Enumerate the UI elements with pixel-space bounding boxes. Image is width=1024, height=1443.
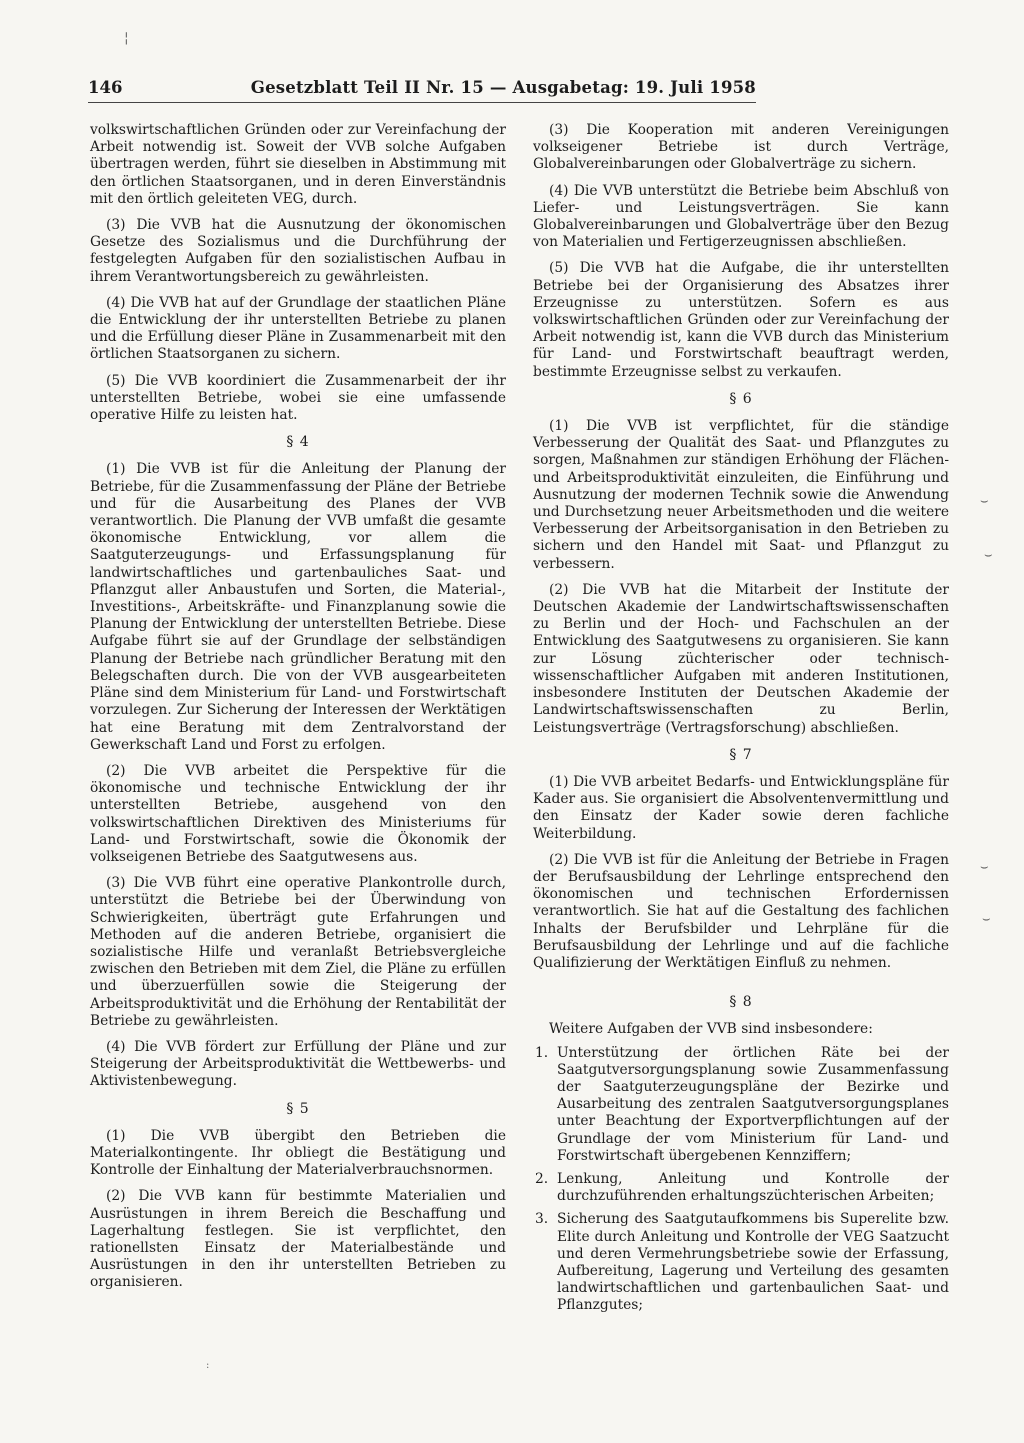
list-item-number: 2. <box>535 1170 549 1187</box>
paragraph-4-3: (3) Die VVB führt eine operative Plankontrolle durch, unterstützt die Betriebe bei der Überwindung von Schwierigkeiten, überträgt gute Erfahrungen und Methoden auf die anderen Betriebe, organisiert die sozialistische Hilfe und veranlaßt Betriebsvergleiche zwischen den Betrieben mit dem Ziel, die Pläne zu erfüllen und überzuerfüllen sowie die Steigerung der Arbeitsproduktivität und die Erhöhung der Rentabilität der Betriebe zu gewährleisten. <box>90 875 506 1029</box>
margin-mark-1: ⌣ <box>980 494 989 509</box>
paragraph-4-2: (2) Die VVB arbeitet die Perspektive für die ökonomische und technische Entwicklung der ihr unterstellten Betriebe, ausgehend von den volkswirtschaftlichen Direktiven des Ministeriums für Land- und Forstwirtschaft, sowie die Ökonomik der volkseigenen Betriebe des Saatgutwesens aus. <box>90 762 506 865</box>
list-item-text: Unterstützung der örtlichen Räte bei der Saatgutversorgungsplanung sowie Zusammenfassung der Saatguterzeugungspläne der Bezirke und Ausarbeitung des zentralen Saatgutversorgungsplanes unter Beachtung der Exportverpflichtungen auf der Grundlage der vom Ministerium für Land- und Forstwirtschaft übergebenen Kennziffern; <box>557 1044 949 1164</box>
margin-mark-3: ⌣ <box>980 860 989 875</box>
section-heading-8: § 8 <box>729 994 753 1011</box>
page-header <box>88 76 756 103</box>
paragraph-5-4: (4) Die VVB unterstützt die Betriebe beim Abschluß von Liefer- und Leistungsverträgen. Sie kann Globalvereinbarungen und Globalverträge über den Bezug von Materialien und Fertigerzeugnissen abschließen. <box>533 182 949 251</box>
list-item <box>533 1211 949 1314</box>
right-column <box>533 122 949 1321</box>
page-number: 146 <box>88 78 123 97</box>
left-column <box>90 122 506 1301</box>
paragraph-3-3: (3) Die VVB hat die Ausnutzung der ökonomischen Gesetze des Sozialismus und die Durchführung der festgelegten Aufgaben für den sozialistischen Aufbau in ihrem Verantwortungsbereich zu gewährleisten. <box>90 217 506 285</box>
paragraph-3-5: (5) Die VVB koordiniert die Zusammenarbeit der ihr unterstellten Betriebe, wobei sie eine umfassende operative Hilfe zu leisten hat. <box>90 372 506 424</box>
paragraph-7-1: (1) Die VVB arbeitet Bedarfs- und Entwicklungspläne für Kader aus. Sie organisiert die Absolventenvermittlung und den Einsatz der Kader sowie deren fachliche Weiterbildung. <box>533 773 949 842</box>
paragraph-continued: volkswirtschaftlichen Gründen oder zur Vereinfachung der Arbeit notwendig ist. Soweit der VVB solche Aufgaben übertragen werden, führt sie dieselben in Abstimmung mit den örtlichen Staatsorganen, und in deren Einverständnis mit den örtlich geleiteten VEG, durch. <box>90 122 506 207</box>
list-item <box>533 1171 949 1205</box>
paragraph-5-3: (3) Die Kooperation mit anderen Vereinigungen volkseigener Betriebe ist durch Verträge, Globalvereinbarungen oder Globalverträge zu sichern. <box>533 122 949 173</box>
paragraph-5-1: (1) Die VVB übergibt den Betrieben die Materialkontingente. Ihr obliegt die Bestätigung und Kontrolle der Einhaltung der Materialverbrauchsnormen. <box>90 1127 506 1179</box>
paragraph-7-2: (2) Die VVB ist für die Anleitung der Betriebe in Fragen der Berufsausbildung der Lehrlinge entsprechend den ökonomischen und technischen Erfordernissen verantwortlich. Sie hat auf die Gestaltung des fachlichen Inhalts der Berufsbilder und Lehrpläne für die Berufsausbildung der Lehrlinge und auf die fachliche Qualifizierung der Werktätigen Einfluß zu nehmen. <box>533 851 949 971</box>
list-item-text: Sicherung des Saatgutaufkommens bis Superelite bzw. Elite durch Anleitung und Kontrolle der VEG Saatzucht und deren Vermehrungsbetriebe sowie der Erfassung, Aufbereitung, Lagerung und Verteilung des gesamten landwirtschaftlichen und gartenbaulichen Saat- und Pflanzgutes; <box>557 1211 949 1314</box>
list-item <box>533 1045 949 1165</box>
section-heading-4: § 4 <box>286 434 310 451</box>
paragraph-5-2: (2) Die VVB kann für bestimmte Materialien und Ausrüstungen in ihrem Bereich die Beschaffung und Lagerhaltung festlegen. Sie ist verpflichtet, den rationellsten Einsatz der Materialbestände und Ausrüstungen in den ihr unterstellten Betrieben zu organisieren. <box>90 1188 506 1291</box>
paragraph-6-2: (2) Die VVB hat die Mitarbeit der Institute der Deutschen Akademie der Landwirtschaftswissenschaften zu Berlin und der Hoch- und Fachschulen an der Entwicklung des Saatgutwesens zu organisieren. Sie kann zur Lösung züchterischer oder technisch-wissenschaftlicher Aufgaben mit anderen Institutionen, insbesondere Instituten der Deutschen Akademie der Landwirtschaftswissenschaften zu Berlin, Leistungsverträge (Vertragsforschung) abschließen. <box>533 581 949 736</box>
scan-mark-bottom: : <box>206 1360 210 1371</box>
list-item-text: Lenkung, Anleitung und Kontrolle der durchzuführenden erhaltungszüchterischen Arbeiten; <box>557 1170 949 1205</box>
list-item-number: 3. <box>535 1211 549 1228</box>
section-8-list <box>533 1045 949 1315</box>
paragraph-4-1: (1) Die VVB ist für die Anleitung der Planung der Betriebe, für die Zusammenfassung der Pläne der Betriebe und für die Ausarbeitung des Planes der VVB verantwortlich. Die Planung der VVB umfaßt die gesamte ökonomische Entwicklung, vor allem die Saatguterzeugungs- und Erfassungsplanung für landwirtschaftliches und gartenbauliches Saat- und Pflanzgut aller Anbaustufen und Sorten, die Material-, Investitions-, Arbeitskräfte- und Finanzplanung sowie die Planung der Entwicklung der unterstellten Betriebe. Diese Aufgabe führt sie auf der Grundlage der selbständigen Planung der Betriebe nach gründlicher Beratung mit den Belegschaften durch. Die von der VVB ausgearbeiteten Pläne sind dem Ministerium für Land- und Forstwirtschaft vorzulegen. Zur Sicherung der Interessen der Werktätigen hat eine Beratung mit dem Zentralvorstand der Gewerkschaft Land und Forst zu erfolgen. <box>90 461 506 753</box>
section-heading-6: § 6 <box>729 390 753 407</box>
margin-mark-4: ⌣ <box>982 912 991 927</box>
section-heading-7: § 7 <box>729 746 753 763</box>
paragraph-5-5: (5) Die VVB hat die Aufgabe, die ihr unterstellten Betriebe bei der Organisierung des Absatzes ihrer Erzeugnisse zu unterstützen. Sofern es aus volkswirtschaftlichen Gründen oder zur Vereinfachung der Arbeit notwendig ist, kann die VVB durch das Ministerium für Land- und Forstwirtschaft beauftragt werden, bestimmte Erzeugnisse selbst zu verkaufen. <box>533 260 949 380</box>
paragraph-3-4: (4) Die VVB hat auf der Grundlage der staatlichen Pläne die Entwicklung der ihr unterstellten Betriebe zu planen und die Erfüllung dieser Pläne in Zusammenarbeit mit den örtlichen Staatsorganen zu sichern. <box>90 294 506 363</box>
list-item-number: 1. <box>535 1044 549 1061</box>
header-title: Gesetzblatt Teil II Nr. 15 — Ausgabetag: 19. Juli 1958 <box>250 78 756 97</box>
scan-mark-top: ¦ <box>124 30 129 46</box>
section-8-intro: Weitere Aufgaben der VVB sind insbesondere: <box>549 1021 873 1038</box>
paragraph-4-4: (4) Die VVB fördert zur Erfüllung der Pläne und zur Steigerung der Arbeitsproduktivität die Wettbewerbs- und Aktivistenbewegung. <box>90 1038 506 1090</box>
section-heading-5: § 5 <box>286 1100 310 1117</box>
paragraph-6-1: (1) Die VVB ist verpflichtet, für die ständige Verbesserung der Qualität des Saat- und Pflanzgutes zu sorgen, Maßnahmen zur ständigen Erhöhung der Flächen- und Arbeitsproduktivität einzuleiten, die Einführung und Ausnutzung der modernen Technik sowie die Anwendung und Durchsetzung neuer Arbeitsmethoden und die weitere Verbesserung der Arbeitsorganisation in den Betrieben zu sichern und den Handel mit Saat- und Pflanzgut zu verbessern. <box>533 418 949 572</box>
margin-mark-2: ⌣ <box>984 548 993 563</box>
